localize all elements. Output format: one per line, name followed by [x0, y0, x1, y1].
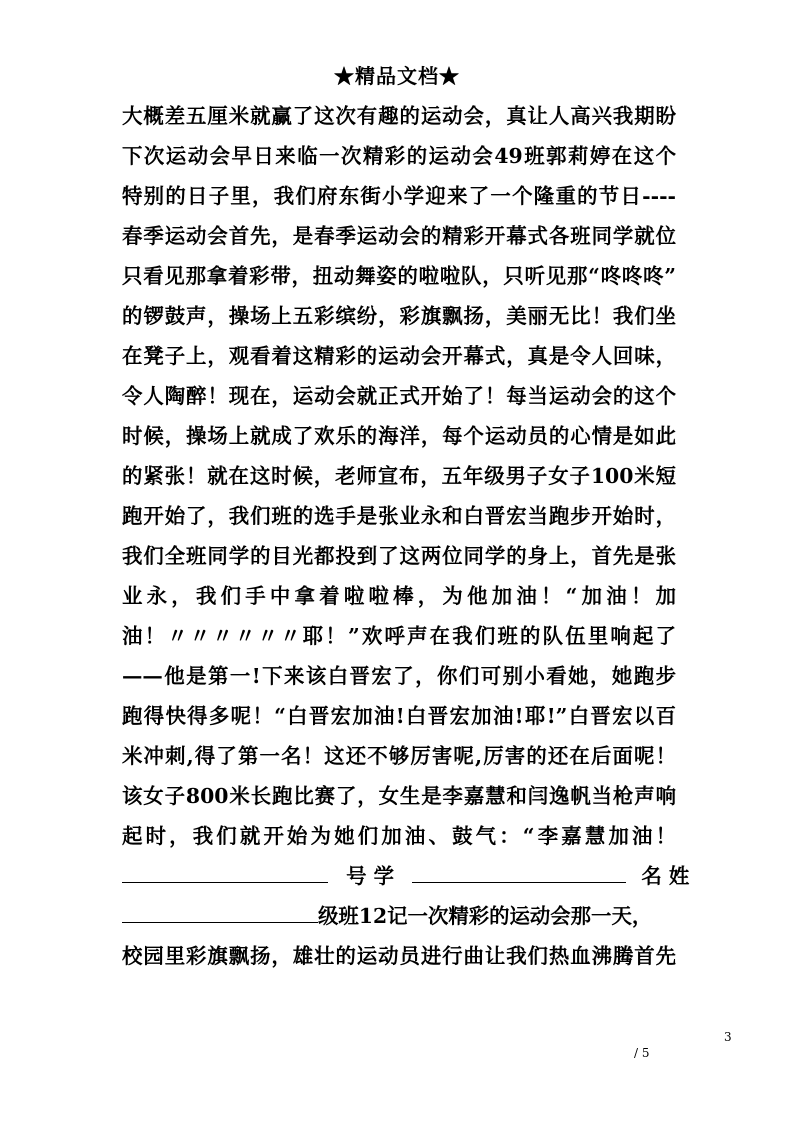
class-blank — [122, 898, 318, 923]
text-line: 米冲刺,得了第一名！这还不够厉害呢,厉害的还在后面呢！ — [122, 744, 676, 768]
text-line: 起时，我们就开始为她们加油、鼓气：“李嘉慧加油！ — [122, 824, 676, 848]
class-info-text: 级班12记一次精彩的运动会那一天， — [318, 904, 653, 928]
text-line: 的紧张！就在这时候，老师宣布，五年级男子女子100米短 — [122, 464, 676, 488]
student-name-label: 名 姓 — [641, 864, 690, 888]
text-line: 校园里彩旗飘扬，雄壮的运动员进行曲让我们热血沸腾首先 — [122, 944, 676, 968]
text-line: 大概差五厘米就赢了这次有趣的运动会，真让人高兴我期盼 — [122, 104, 676, 128]
text-line: 时候，操场上就成了欢乐的海洋，每个运动员的心情是如此 — [122, 424, 676, 448]
text-line: ——他是第一!下来该白晋宏了，你们可别小看她，她跑步 — [122, 664, 676, 688]
text-line: 的锣鼓声，操场上五彩缤纷，彩旗飘扬，美丽无比！我们坐 — [122, 304, 676, 328]
document-body — [122, 96, 690, 976]
text-line: 我们全班同学的目光都投到了这两位同学的身上，首先是张 — [122, 544, 676, 568]
student-name-blank — [412, 858, 626, 883]
student-number-blank — [122, 858, 328, 883]
page-total: / 5 — [634, 1046, 650, 1060]
text-line: 跑开始了，我们班的选手是张业永和白晋宏当跑步开始时， — [122, 504, 676, 528]
text-line: 特别的日子里，我们府东街小学迎来了一个隆重的节日---- — [122, 184, 676, 208]
student-number-label: 号 学 — [346, 864, 395, 888]
text-line: 令人陶醉！现在，运动会就正式开始了！每当运动会的这个 — [122, 384, 676, 408]
text-line: 在凳子上，观看着这精彩的运动会开幕式，真是令人回味， — [122, 344, 676, 368]
text-line: 跑得快得多呢！“白晋宏加油!白晋宏加油!耶!”白晋宏以百 — [122, 704, 676, 728]
text-line: 业永，我们手中拿着啦啦棒，为他加油！“加油！加 — [122, 584, 676, 608]
page-number: 3 — [724, 1030, 732, 1044]
text-line: 只看见那拿着彩带，扭动舞姿的啦啦队，只听见那“咚咚咚” — [122, 264, 676, 288]
text-line: 油！〃〃〃〃〃〃耶！”欢呼声在我们班的队伍里响起了 — [122, 624, 676, 648]
class-info-line — [122, 896, 676, 936]
text-line: 该女子800米长跑比赛了，女生是李嘉慧和闫逸帆当枪声响 — [122, 784, 676, 808]
student-info-line — [122, 856, 690, 896]
text-line: 下次运动会早日来临一次精彩的运动会49班郭莉婷在这个 — [122, 144, 676, 168]
text-line: 春季运动会首先，是春季运动会的精彩开幕式各班同学就位 — [122, 224, 676, 248]
page-header-title: ★精品文档★ — [334, 64, 460, 88]
